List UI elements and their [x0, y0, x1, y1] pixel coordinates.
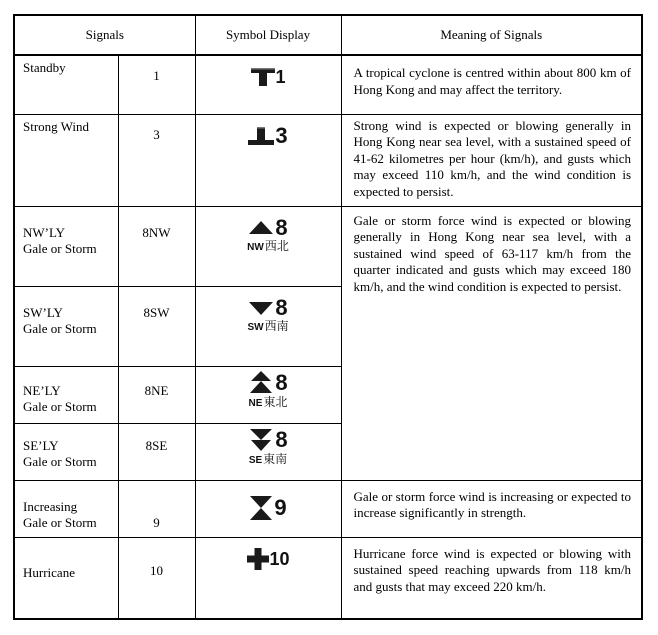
signal-number: 10 — [118, 537, 195, 619]
signal-number: 1 — [118, 55, 195, 114]
signal-symbol — [195, 206, 341, 286]
cross-icon — [247, 548, 269, 570]
direction-chinese: 東南 — [263, 451, 288, 466]
direction-chinese: 西北 — [264, 238, 289, 253]
signal-name: Strong Wind — [14, 114, 118, 206]
signal-direction: SW’LY — [23, 304, 63, 320]
signal-meaning: A tropical cyclone is centred within about 800 km of Hong Kong and may affect the territory. — [341, 55, 642, 114]
signal-direction: NW’LY — [23, 224, 66, 240]
direction-chinese: 西南 — [264, 318, 289, 333]
triangle-down-icon — [248, 299, 274, 317]
symbol-number: 1 — [275, 67, 286, 87]
signal-name — [14, 480, 118, 537]
signal-symbol — [195, 114, 341, 206]
header-signals: Signals — [14, 15, 195, 55]
signal-type: Gale or Storm — [23, 453, 97, 469]
signal-type: Gale or Storm — [23, 398, 97, 414]
signal-direction: SE’LY — [23, 437, 59, 453]
signal-name: Hurricane — [14, 537, 118, 619]
signal-name — [14, 286, 118, 366]
symbol-number: 8 — [275, 369, 288, 395]
table-row — [14, 55, 642, 114]
signal-name — [14, 423, 118, 480]
signal-symbol — [195, 537, 341, 619]
symbol-number: 8 — [275, 426, 288, 452]
inverted-t-icon — [248, 126, 274, 146]
signal-type: Gale or Storm — [23, 514, 97, 530]
direction-code: SE — [248, 454, 263, 466]
double-triangle-down-icon — [248, 428, 274, 452]
symbol-number: 3 — [275, 122, 288, 148]
hourglass-icon — [249, 495, 273, 521]
t-shape-icon — [251, 67, 275, 87]
signal-symbol — [195, 480, 341, 537]
symbol-number: 8 — [275, 214, 288, 240]
signal-direction: Increasing — [23, 498, 78, 514]
header-symbol: Symbol Display — [195, 15, 341, 55]
signal-number: 9 — [118, 480, 195, 537]
table-row — [14, 114, 642, 206]
signal-number: 8SE — [118, 423, 195, 480]
signal-meaning: Gale or storm force wind is increasing or expected to increase significantly in strength. — [341, 480, 642, 537]
table-row — [14, 206, 642, 286]
signal-name — [14, 206, 118, 286]
symbol-number: 9 — [274, 494, 287, 520]
signal-symbol — [195, 286, 341, 366]
signal-number: 8NE — [118, 366, 195, 423]
signal-meaning: Strong wind is expected or blowing generally in Hong Kong near sea level, with a sustained speed of 41-62 kilometres per hour (km/h), and gusts which may exceed 110 km/h, and the wind condition is expected to persist. — [341, 114, 642, 206]
direction-code: NW — [247, 241, 264, 253]
table-row — [14, 537, 642, 619]
signal-symbol — [195, 423, 341, 480]
signal-direction: NE’LY — [23, 382, 61, 398]
direction-code: SW — [247, 321, 264, 333]
symbol-number: 10 — [269, 548, 290, 569]
signal-type: Gale or Storm — [23, 320, 97, 336]
signals-table — [13, 14, 643, 620]
signal-meaning: Hurricane force wind is expected or blowing with sustained speed reaching upwards from 118 km/h and gusts that may exceed 220 km/h. — [341, 537, 642, 619]
signal-type: Gale or Storm — [23, 240, 97, 256]
signal-name — [14, 366, 118, 423]
signal-symbol — [195, 366, 341, 423]
signal-symbol — [195, 55, 341, 114]
header-row — [14, 15, 642, 55]
signal-number: 8SW — [118, 286, 195, 366]
direction-chinese: 東北 — [263, 394, 288, 409]
header-meaning: Meaning of Signals — [341, 15, 642, 55]
signal-number: 3 — [118, 114, 195, 206]
table-row — [14, 480, 642, 537]
signal-number: 8NW — [118, 206, 195, 286]
triangle-up-icon — [248, 219, 274, 237]
gale-meaning: Gale or storm force wind is expected or blowing generally in Hong Kong near sea level, with a sustained wind speed of 63-117 km/h from the quarter indicated and gusts which may exceed 180 km/h, and the wind condition is expected to persist. — [341, 206, 642, 480]
direction-code: NE — [248, 397, 263, 409]
signal-name: Standby — [14, 55, 118, 114]
double-triangle-up-icon — [248, 371, 274, 395]
symbol-number: 8 — [275, 294, 288, 320]
